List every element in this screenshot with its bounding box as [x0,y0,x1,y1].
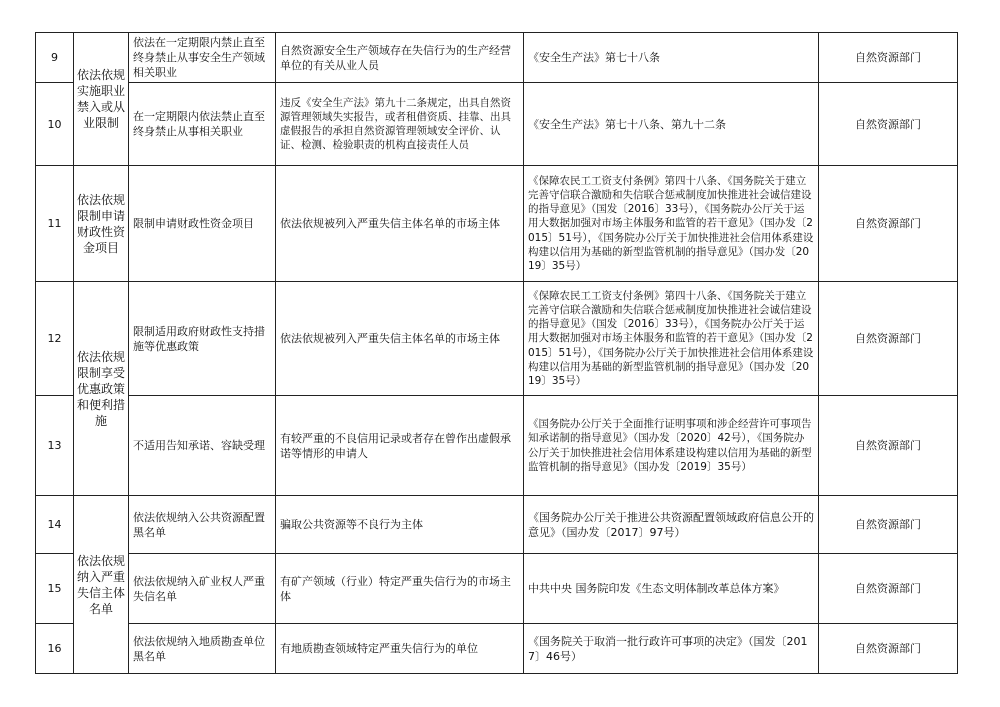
measure-cell: 限制申请财政性资金项目 [129,166,276,282]
department-cell: 自然资源部门 [819,554,958,624]
object-cell: 违反《安全生产法》第九十二条规定，出具自然资源管理领域失实报告，或者租借资质、挂靠、出具虚假报告的承担自然资源管理领域安全评价、认证、检测、检验职责的机构直接责任人员 [276,83,524,166]
basis-cell: 《国务院办公厅关于全面推行证明事项和涉企经营许可事项告知承诺制的指导意见》（国办发〔2020〕42号），《国务院办公厅关于加快推进社会信用体系建设构建以信用为基础的新型监管机制的指导意见》（国办发〔2019〕35号） [524,396,819,496]
object-cell: 有矿产领域（行业）特定严重失信行为的市场主体 [276,554,524,624]
row-number: 12 [36,282,74,396]
row-number: 10 [36,83,74,166]
measure-cell: 不适用告知承诺、容缺受理 [129,396,276,496]
department-cell: 自然资源部门 [819,396,958,496]
row-number: 16 [36,624,74,674]
object-cell: 依法依规被列入严重失信主体名单的市场主体 [276,282,524,396]
table-row [36,496,958,554]
department-cell: 自然资源部门 [819,496,958,554]
measure-cell: 依法在一定期限内禁止直至终身禁止从事安全生产领域相关职业 [129,33,276,83]
basis-cell: 中共中央 国务院印发《生态文明体制改革总体方案》 [524,554,819,624]
basis-cell: 《安全生产法》第七十八条、第九十二条 [524,83,819,166]
department-cell: 自然资源部门 [819,624,958,674]
basis-cell: 《保障农民工工资支付条例》第四十八条、《国务院关于建立完善守信联合激励和失信联合惩戒制度加快推进社会诚信建设的指导意见》（国发〔2016〕33号），《国务院办公厅关于运用大数据加强对市场主体服务和监管的若干意见》（国办发〔2015〕51号），《国务院办公厅关于加快推进社会信用体系建设构建以信用为基础的新型监管机制的指导意见》（国办发〔2019〕35号） [524,282,819,396]
table-row [36,33,958,83]
object-cell: 依法依规被列入严重失信主体名单的市场主体 [276,166,524,282]
table-row [36,396,958,496]
department-cell: 自然资源部门 [819,166,958,282]
document-page [35,32,957,674]
table-row [36,554,958,624]
object-cell: 骗取公共资源等不良行为主体 [276,496,524,554]
measure-cell: 在一定期限内依法禁止直至终身禁止从事相关职业 [129,83,276,166]
category-cell: 依法依规实施职业禁入或从业限制 [74,33,129,166]
row-number: 15 [36,554,74,624]
category-cell: 依法依规限制申请财政性资金项目 [74,166,129,282]
row-number: 11 [36,166,74,282]
category-cell: 依法依规限制享受优惠政策和便利措施 [74,282,129,496]
table-row [36,166,958,282]
basis-cell: 《保障农民工工资支付条例》第四十八条、《国务院关于建立完善守信联合激励和失信联合惩戒制度加快推进社会诚信建设的指导意见》（国发〔2016〕33号），《国务院办公厅关于运用大数据加强对市场主体服务和监管的若干意见》（国办发〔2015〕51号），《国务院办公厅关于加快推进社会信用体系建设构建以信用为基础的新型监管机制的指导意见》（国办发〔2019〕35号） [524,166,819,282]
department-cell: 自然资源部门 [819,33,958,83]
table-row [36,282,958,396]
row-number: 9 [36,33,74,83]
department-cell: 自然资源部门 [819,83,958,166]
basis-cell: 《国务院办公厅关于推进公共资源配置领域政府信息公开的意见》（国办发〔2017〕97号） [524,496,819,554]
row-number: 14 [36,496,74,554]
basis-cell: 《国务院关于取消一批行政许可事项的决定》（国发〔2017〕46号） [524,624,819,674]
measure-cell: 依法依规纳入公共资源配置黑名单 [129,496,276,554]
table-row [36,83,958,166]
measure-cell: 依法依规纳入地质勘查单位黑名单 [129,624,276,674]
table-row [36,624,958,674]
object-cell: 有地质勘查领域特定严重失信行为的单位 [276,624,524,674]
measure-cell: 依法依规纳入矿业权人严重失信名单 [129,554,276,624]
row-number: 13 [36,396,74,496]
category-cell: 依法依规纳入严重失信主体名单 [74,496,129,674]
department-cell: 自然资源部门 [819,282,958,396]
object-cell: 自然资源安全生产领域存在失信行为的生产经营单位的有关从业人员 [276,33,524,83]
object-cell: 有较严重的不良信用记录或者存在曾作出虚假承诺等情形的申请人 [276,396,524,496]
measures-table [35,32,958,674]
measure-cell: 限制适用政府财政性支持措施等优惠政策 [129,282,276,396]
basis-cell: 《安全生产法》第七十八条 [524,33,819,83]
